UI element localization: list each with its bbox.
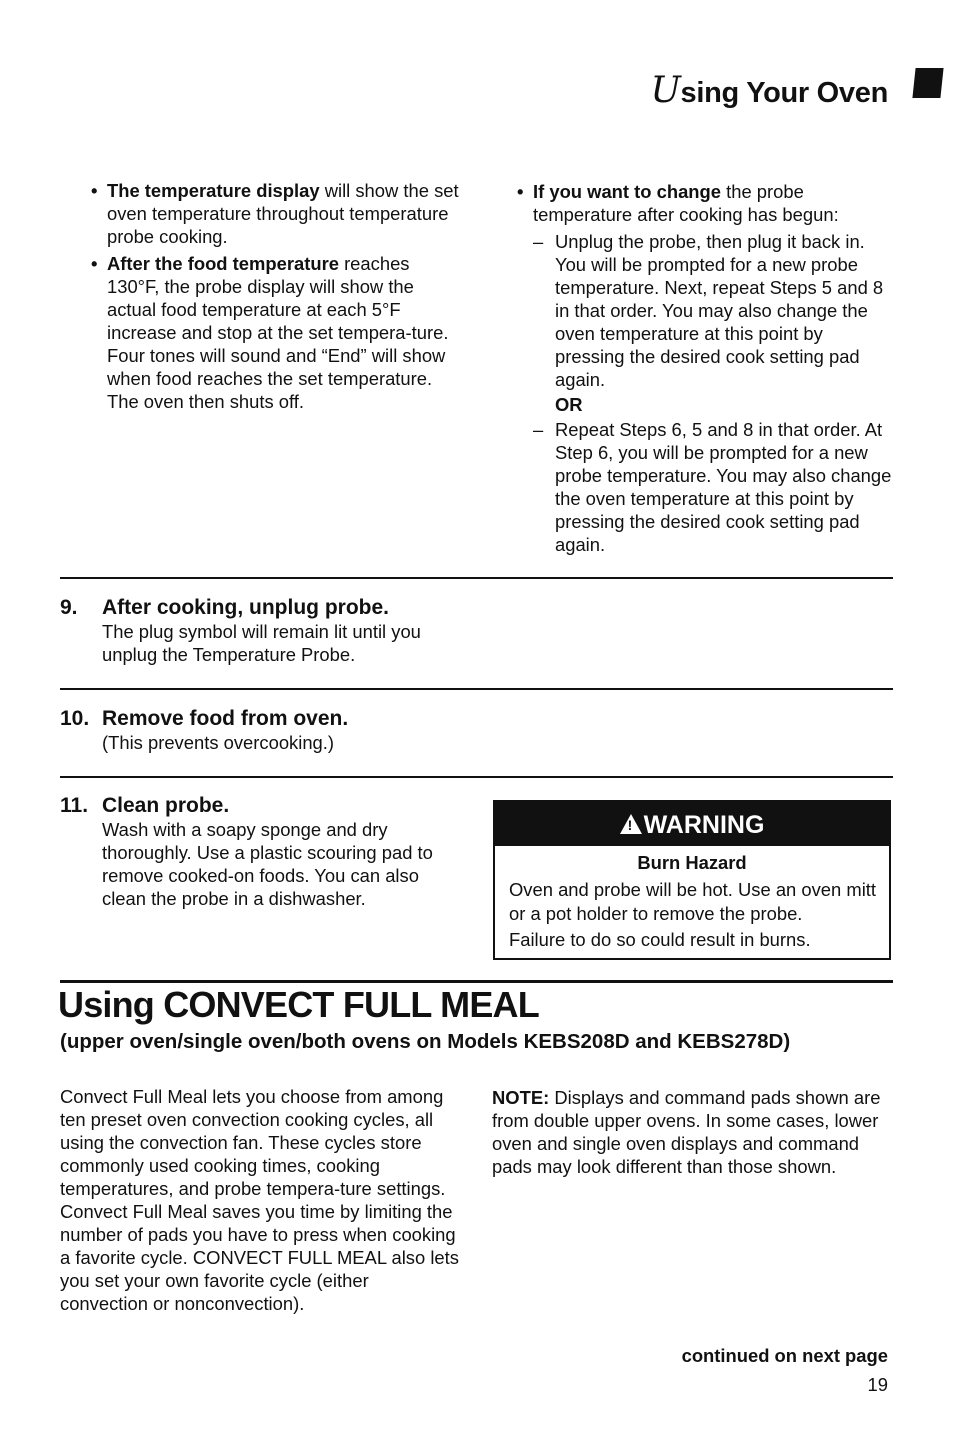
warning-box: [493, 800, 891, 960]
divider: [60, 776, 893, 778]
option-one: – Unplug the probe, then plug it back in. You will be prompted for a new probe temperature. Next, repeat Steps 5 and 8 in that order. You may also change the oven temperature at this point by pressing the desired cook setting pad again.: [533, 230, 895, 391]
step-title: After cooking, unplug probe.: [102, 596, 389, 619]
continued-label: continued on next page: [681, 1345, 888, 1366]
step-title: Remove food from oven.: [102, 707, 349, 730]
list-item: • After the food temperature reaches 130°F, the probe display will show the actual food temperature at each 5°F increase and stop at the set tempera-ture. Four tones will sound and “End” will show when food reaches the set temperature. The oven then shuts off.: [89, 252, 459, 413]
warning-title: WARNING: [643, 811, 765, 839]
page-header: [651, 70, 889, 111]
list-item: • If you want to change the probe temperature after cooking has begun:: [515, 180, 895, 226]
oven-icon: [912, 68, 943, 98]
divider: [60, 980, 893, 983]
note-paragraph: NOTE: Displays and command pads shown are from double upper ovens. In some cases, lower oven and single oven displays and command pads may look different than those shown.: [492, 1087, 881, 1177]
warning-text: Oven and probe will be hot. Use an oven mitt or a pot holder to remove the probe.: [509, 879, 876, 924]
warning-subtitle: Burn Hazard: [637, 852, 747, 873]
right-column: [515, 180, 895, 556]
header-title: sing Your Oven: [680, 77, 888, 109]
or-label: OR: [555, 394, 583, 415]
left-column: [89, 179, 459, 417]
warning-header: [495, 802, 889, 846]
step-body: The plug symbol will remain lit until you unplug the Temperature Probe.: [102, 621, 421, 665]
intro-paragraph: Convect Full Meal lets you choose from among ten preset oven convection cooking cycles, all using the convection fan. These cycles store commonly used cooking times, cooking temperatures, and probe tempera-ture settings. Convect Full Meal saves you time by limiting the number of pads you have to press when cooking a favorite cycle. CONVECT FULL MEAL also lets you set your own favorite cycle (either convection or nonconvection).: [60, 1086, 459, 1314]
divider: [60, 577, 893, 579]
step-body: Wash with a soapy sponge and dry thoroughly. Use a plastic scouring pad to remove cooked-on foods. You can also clean the probe in a dishwasher.: [102, 819, 433, 909]
divider: [60, 688, 893, 690]
section-subtitle: (upper oven/single oven/both ovens on Models KEBS208D and KEBS278D): [60, 1030, 791, 1053]
step-11: 11. Clean probe. Wash with a soapy sponge and dry thoroughly. Use a plastic scouring pad to remove cooked-on foods. You can also clean the probe in a dishwasher.: [60, 794, 460, 910]
step-10: 10. Remove food from oven. (This prevents overcooking.): [60, 707, 480, 754]
header-initial: U: [650, 70, 681, 111]
list-item: • The temperature display will show the set oven temperature throughout temperature probe cooking.: [89, 179, 459, 248]
note-label: NOTE:: [492, 1087, 550, 1108]
warning-triangle-icon: !: [620, 814, 642, 834]
section-title: Using CONVECT FULL MEAL: [58, 984, 539, 1025]
warning-text: Failure to do so could result in burns.: [509, 929, 811, 950]
page-number: 19: [867, 1374, 888, 1395]
step-body: (This prevents overcooking.): [102, 732, 335, 753]
step-title: Clean probe.: [102, 794, 230, 817]
option-two: – Repeat Steps 6, 5 and 8 in that order. At Step 6, you will be prompted for a new probe temperature. You may also change the oven temperature at this point by pressing the desired cook setting pad again.: [533, 418, 895, 556]
step-9: 9. After cooking, unplug probe. The plug symbol will remain lit until you unplug the Temperature Probe.: [60, 596, 480, 666]
